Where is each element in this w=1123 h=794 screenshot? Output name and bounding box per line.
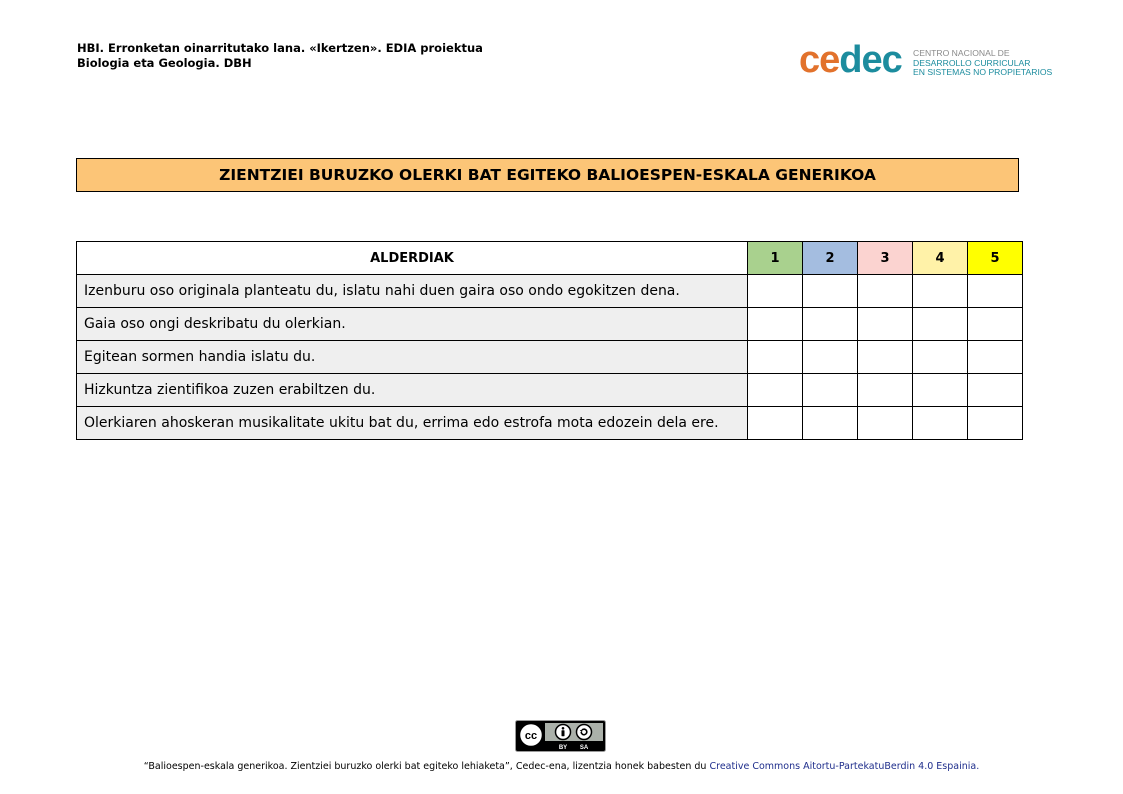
score-cell-4[interactable] — [913, 308, 968, 341]
score-header-1: 1 — [748, 242, 803, 275]
score-cell-3[interactable] — [858, 407, 913, 440]
score-cell-5[interactable] — [968, 341, 1023, 374]
logo-word: cedec — [799, 39, 902, 81]
svg-text:cc: cc — [524, 730, 538, 742]
rubric-table — [76, 241, 1023, 440]
aspects-header: ALDERDIAK — [77, 242, 748, 275]
table-header-row — [77, 242, 1023, 275]
score-cell-1[interactable] — [748, 308, 803, 341]
rubric-title: ZIENTZIEI BURUZKO OLERKI BAT EGITEKO BALIOESPEN-ESKALA GENERIKOA — [76, 158, 1019, 192]
aspect-text: Gaia oso ongi deskribatu du olerkian. — [77, 308, 748, 341]
svg-text:BY: BY — [558, 745, 568, 751]
logo-subtitle: CENTRO NACIONAL DE DESARROLLO CURRICULAR EN SISTEMAS NO PROPIETARIOS — [913, 48, 1053, 77]
score-cell-1[interactable] — [748, 407, 803, 440]
score-cell-3[interactable] — [858, 308, 913, 341]
score-cell-4[interactable] — [913, 374, 968, 407]
table-row — [77, 275, 1023, 308]
score-cell-2[interactable] — [803, 341, 858, 374]
table-row — [77, 341, 1023, 374]
score-cell-3[interactable] — [858, 374, 913, 407]
table-row — [77, 374, 1023, 407]
score-header-3: 3 — [858, 242, 913, 275]
aspect-text: Hizkuntza zientifikoa zuzen erabiltzen du. — [77, 374, 748, 407]
score-cell-2[interactable] — [803, 275, 858, 308]
score-header-4: 4 — [913, 242, 968, 275]
score-cell-2[interactable] — [803, 374, 858, 407]
score-cell-1[interactable] — [748, 341, 803, 374]
cc-by-sa-badge[interactable] — [515, 720, 606, 752]
score-cell-3[interactable] — [858, 275, 913, 308]
svg-text:SA: SA — [579, 745, 589, 751]
score-cell-1[interactable] — [748, 275, 803, 308]
table-row — [77, 407, 1023, 440]
aspect-text: Egitean sormen handia islatu du. — [77, 341, 748, 374]
score-cell-2[interactable] — [803, 407, 858, 440]
score-cell-1[interactable] — [748, 374, 803, 407]
header-line-2: Biologia eta Geologia. DBH — [77, 56, 252, 70]
table-row — [77, 308, 1023, 341]
footer-text: “Balioespen-eskala generikoa. Zientziei buruzko olerki bat egiteko lehiaketa”, Cedec-ena, lizentzia honek babesten du — [143, 761, 710, 772]
aspect-text: Olerkiaren ahoskeran musikalitate ukitu bat du, errima edo estrofa mota edozein dela ere. — [77, 407, 748, 440]
score-cell-4[interactable] — [913, 407, 968, 440]
score-header-5: 5 — [968, 242, 1023, 275]
header-line-1: HBI. Erronketan oinarritutako lana. «Ikertzen». EDIA proiektua — [77, 41, 483, 55]
aspect-text: Izenburu oso originala planteatu du, islatu nahi duen gaira oso ondo egokitzen dena. — [77, 275, 748, 308]
score-cell-5[interactable] — [968, 308, 1023, 341]
license-link[interactable]: Creative Commons Aitortu-PartekatuBerdin 4.0 Espainia. — [709, 761, 980, 772]
share-alike-icon — [577, 725, 592, 740]
document-header — [77, 41, 483, 71]
score-cell-5[interactable] — [968, 407, 1023, 440]
score-cell-4[interactable] — [913, 341, 968, 374]
license-footer — [0, 761, 1123, 772]
score-cell-5[interactable] — [968, 275, 1023, 308]
score-cell-2[interactable] — [803, 308, 858, 341]
score-cell-5[interactable] — [968, 374, 1023, 407]
score-cell-4[interactable] — [913, 275, 968, 308]
score-header-2: 2 — [803, 242, 858, 275]
score-cell-3[interactable] — [858, 341, 913, 374]
